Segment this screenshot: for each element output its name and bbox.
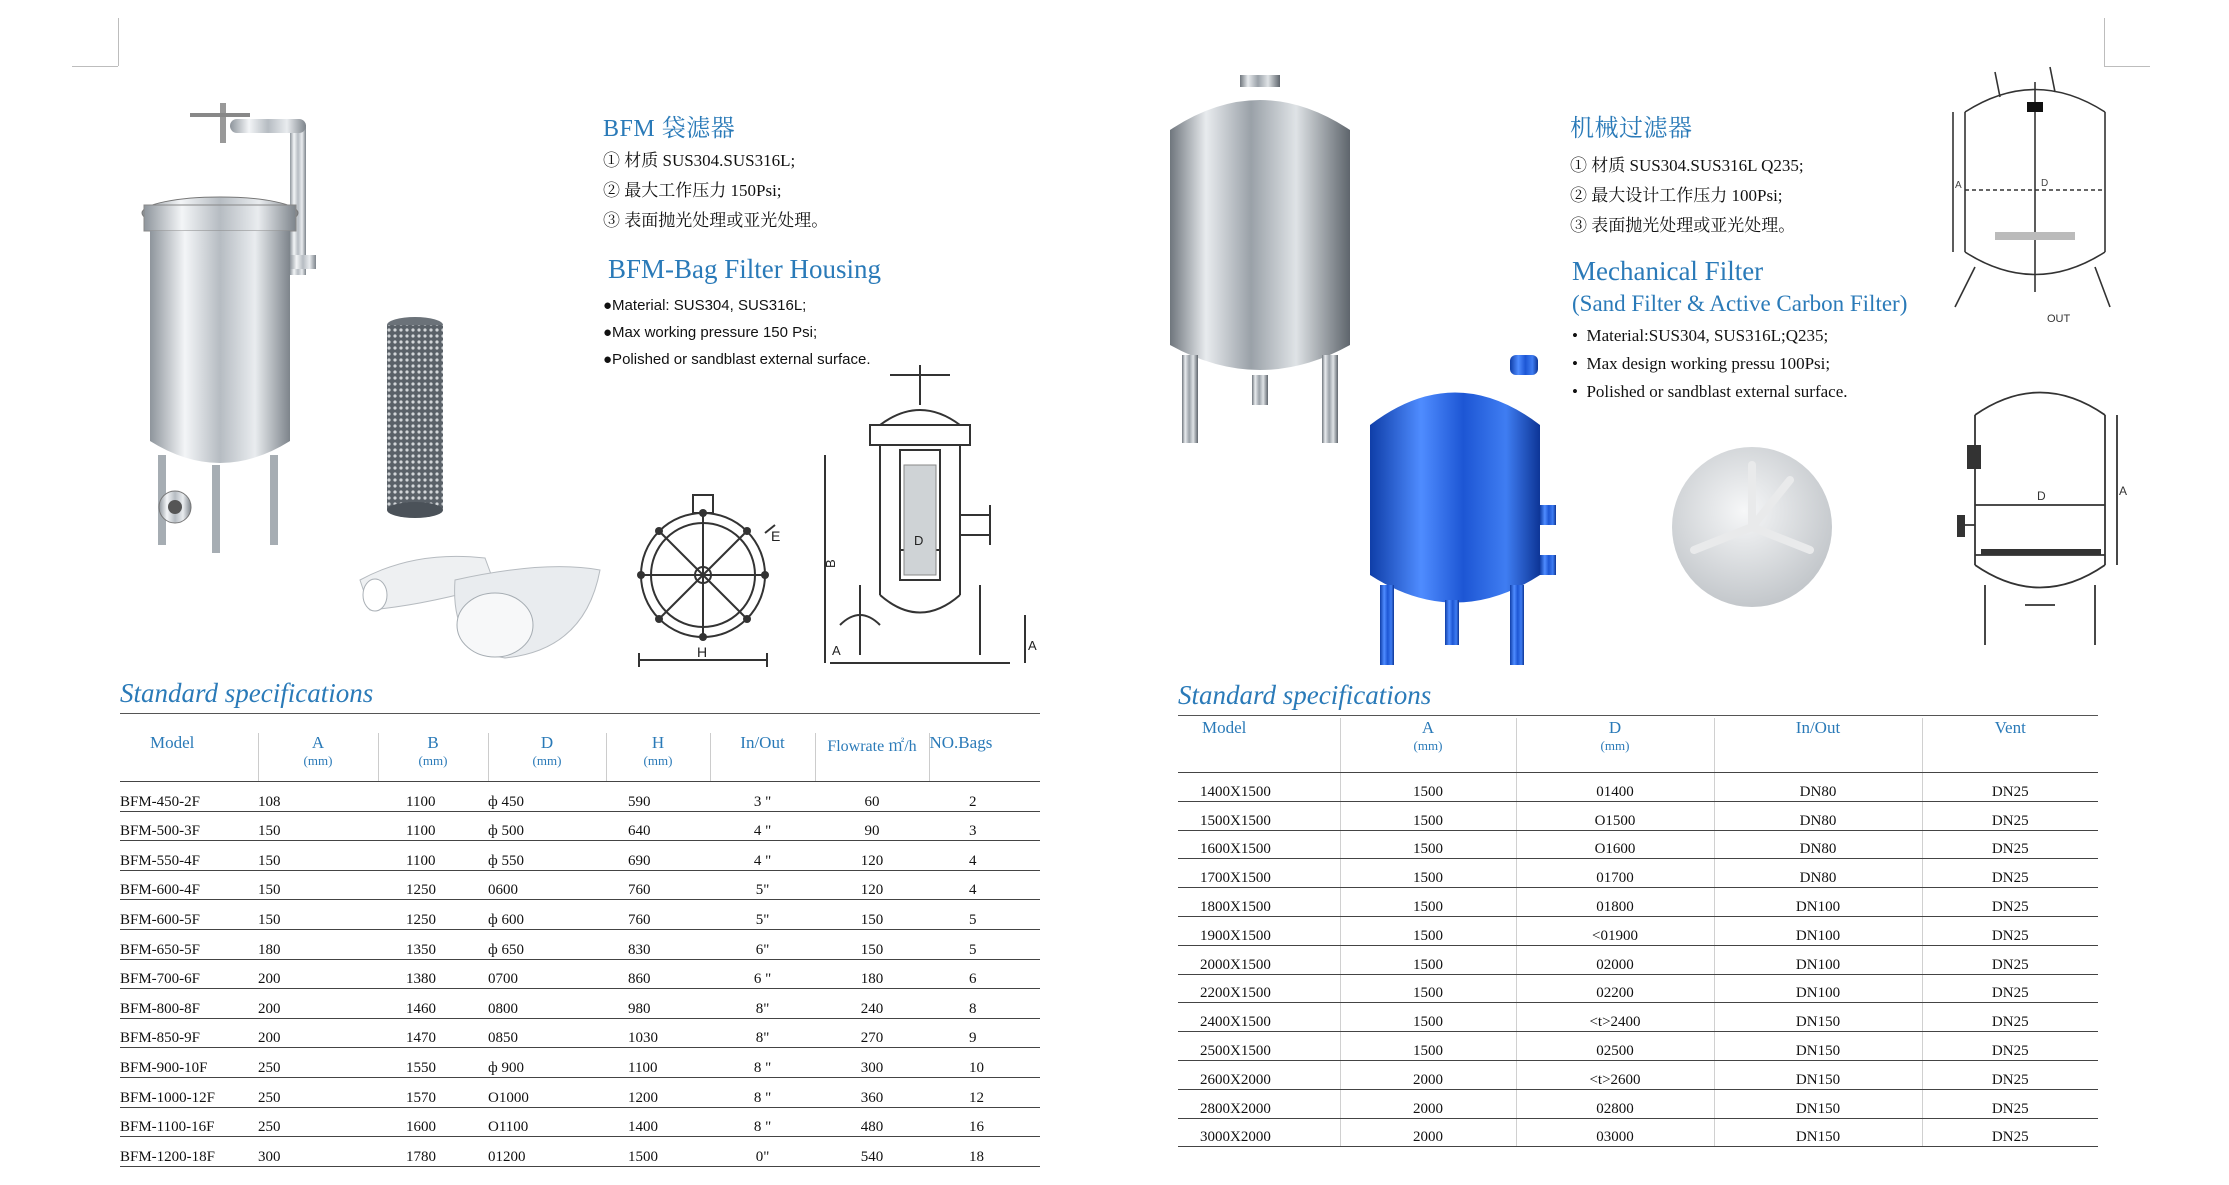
table-cell: O1600: [1516, 830, 1714, 859]
table-cell: 480: [815, 1107, 929, 1137]
table-cell: 8": [710, 1018, 815, 1048]
table-cell: ф 450: [488, 782, 606, 812]
table-cell: 01400: [1516, 773, 1714, 802]
table-cell: 2000: [1340, 1060, 1516, 1089]
table-cell: DN25: [1922, 974, 2098, 1003]
table-cell: ф 550: [488, 841, 606, 871]
table-cell: DN150: [1714, 1118, 1922, 1147]
table-cell: DN100: [1714, 888, 1922, 917]
table-cell: 1550: [378, 1048, 488, 1078]
table-cell: BFM-700-6F: [120, 959, 258, 989]
bag-filter-en-item: ●Material: SUS304, SUS316L;: [603, 297, 807, 314]
table-cell: 250: [258, 1048, 378, 1078]
mech-filter-cn-title: 机械过滤器: [1570, 116, 1693, 142]
table-cell: 01700: [1516, 859, 1714, 888]
table-cell: 1500X1500: [1178, 801, 1340, 830]
mech-filter-cn-item: ② 最大设计工作压力 100Psi;: [1570, 186, 1783, 205]
table-cell: DN100: [1714, 916, 1922, 945]
table-cell: DN25: [1922, 1003, 2098, 1032]
table-cell: 1500: [606, 1137, 710, 1167]
table-cell: 3000X2000: [1178, 1118, 1340, 1147]
table-cell: 8 ": [710, 1077, 815, 1107]
table-cell: DN25: [1922, 1089, 2098, 1118]
side-view-diagram: [820, 355, 1045, 675]
table-cell: 03000: [1516, 1118, 1714, 1147]
table-cell: BFM-1000-12F: [120, 1077, 258, 1107]
table-cell: 1500: [1340, 773, 1516, 802]
table-cell: <t>2600: [1516, 1060, 1714, 1089]
table-cell: DN80: [1714, 859, 1922, 888]
crop-mark-top-left-v: [118, 18, 119, 66]
bag-filter-spec-table: [120, 733, 1040, 1167]
table-cell: 150: [815, 900, 929, 930]
table-cell: 250: [258, 1077, 378, 1107]
table-cell: BFM-800-8F: [120, 989, 258, 1019]
table-cell: 02000: [1516, 945, 1714, 974]
table-cell: 270: [815, 1018, 929, 1048]
diagram-label-a1: A: [832, 643, 841, 658]
table-cell: DN100: [1714, 974, 1922, 1003]
table-cell: 8: [929, 989, 1040, 1019]
table-cell: 3: [929, 811, 1040, 841]
table-cell: 1800X1500: [1178, 888, 1340, 917]
table-cell: 200: [258, 989, 378, 1019]
table-cell: 1500: [1340, 916, 1516, 945]
table-row: [120, 782, 1040, 812]
table-cell: DN150: [1714, 1032, 1922, 1061]
bag-filter-cn-title: BFM 袋滤器: [603, 116, 736, 142]
table-cell: 120: [815, 870, 929, 900]
table-cell: 200: [258, 1018, 378, 1048]
diagram-label-e: E: [771, 528, 781, 544]
table-cell: 1500: [1340, 888, 1516, 917]
table-row: [1178, 888, 2098, 917]
table-cell: 4 ": [710, 841, 815, 871]
table-row: [1178, 859, 2098, 888]
table-cell: 540: [815, 1137, 929, 1167]
mechanical-filter-bottom-drawing: [1945, 355, 2130, 655]
table-cell: 980: [606, 989, 710, 1019]
table-cell: BFM-1200-18F: [120, 1137, 258, 1167]
col-header-a: A (mm): [258, 733, 378, 782]
table-row: [1178, 1118, 2098, 1147]
bag-filter-en-item: ●Max working pressure 150 Psi;: [603, 324, 818, 341]
table-cell: 0": [710, 1137, 815, 1167]
mech-filter-en-item: • Polished or sandblast external surface.: [1572, 382, 1848, 401]
table-cell: 590: [606, 782, 710, 812]
table-cell: DN80: [1714, 801, 1922, 830]
table-row: [120, 811, 1040, 841]
col-header-flowrate: Flowrate ㎡/h: [815, 733, 929, 782]
table-cell: 1460: [378, 989, 488, 1019]
table-cell: 1100: [606, 1048, 710, 1078]
table-cell: 1780: [378, 1137, 488, 1167]
table-cell: 02500: [1516, 1032, 1714, 1061]
table-cell: 1500: [1340, 801, 1516, 830]
filter-basket-image: [380, 315, 450, 525]
table-row: [120, 841, 1040, 871]
mech-filter-en-item: • Max design working pressu 100Psi;: [1572, 354, 1831, 373]
table-cell: BFM-500-3F: [120, 811, 258, 841]
table-cell: 1500: [1340, 945, 1516, 974]
table-cell: 1100: [378, 782, 488, 812]
table-row: [1178, 1032, 2098, 1061]
bag-filter-spec-title: Standard specifications: [120, 678, 374, 708]
table-cell: 1030: [606, 1018, 710, 1048]
bag-filter-cn-item: ① 材质 SUS304.SUS316L;: [603, 151, 796, 170]
table-cell: 690: [606, 841, 710, 871]
table-cell: 180: [815, 959, 929, 989]
mech-filter-en-subtitle: (Sand Filter & Active Carbon Filter): [1572, 291, 1908, 316]
col-header-model: Model: [1178, 718, 1340, 773]
col-header-d: D (mm): [488, 733, 606, 782]
col-header-b: B (mm): [378, 733, 488, 782]
bag-filter-spec-rule: [120, 713, 1040, 714]
table-cell: 60: [815, 782, 929, 812]
table-cell: 300: [258, 1137, 378, 1167]
table-cell: 2: [929, 782, 1040, 812]
table-cell: 10: [929, 1048, 1040, 1078]
table-cell: 120: [815, 841, 929, 871]
table-cell: 8 ": [710, 1107, 815, 1137]
table-cell: 2400X1500: [1178, 1003, 1340, 1032]
diagram-label-a2: A: [1028, 638, 1037, 653]
table-cell: 1380: [378, 959, 488, 989]
table-cell: DN100: [1714, 945, 1922, 974]
table-cell: BFM-450-2F: [120, 782, 258, 812]
table-cell: 01200: [488, 1137, 606, 1167]
table-cell: 108: [258, 782, 378, 812]
table-cell: 16: [929, 1107, 1040, 1137]
mech-filter-spec-rule: [1178, 715, 2098, 716]
table-cell: 1350: [378, 929, 488, 959]
table-row: [120, 870, 1040, 900]
table-cell: 0850: [488, 1018, 606, 1048]
table-cell: 2500X1500: [1178, 1032, 1340, 1061]
bag-filter-cn-item: ② 最大工作压力 150Psi;: [603, 181, 782, 200]
bag-filter-en-title: BFM-Bag Filter Housing: [608, 254, 882, 284]
blue-tank-image: [1360, 355, 1560, 670]
table-cell: 1500: [1340, 1032, 1516, 1061]
top-drawing-label-out: OUT: [2047, 313, 2071, 325]
table-cell: 1600: [378, 1107, 488, 1137]
table-row: [120, 929, 1040, 959]
bottom-drawing-label-d: D: [2037, 489, 2046, 503]
table-cell: 1500: [1340, 974, 1516, 1003]
table-cell: 5": [710, 900, 815, 930]
crop-mark-top-left-h: [72, 66, 118, 67]
table-cell: 180: [258, 929, 378, 959]
table-cell: 0800: [488, 989, 606, 1019]
table-cell: 0700: [488, 959, 606, 989]
table-cell: 2200X1500: [1178, 974, 1340, 1003]
table-cell: 6": [710, 929, 815, 959]
top-drawing-label-a: A: [1955, 180, 1962, 191]
bag-filter-housing-image: [120, 95, 340, 565]
table-cell: O1000: [488, 1077, 606, 1107]
bag-filter-en-list: [603, 292, 871, 373]
table-cell: 1500: [1340, 830, 1516, 859]
table-cell: 5": [710, 870, 815, 900]
bag-filter-cn-item: ③ 表面抛光处理或亚光处理。: [603, 211, 829, 230]
table-cell: DN80: [1714, 773, 1922, 802]
table-cell: 01800: [1516, 888, 1714, 917]
table-cell: 1250: [378, 900, 488, 930]
table-cell: 12: [929, 1077, 1040, 1107]
table-cell: 1100: [378, 841, 488, 871]
table-cell: 0600: [488, 870, 606, 900]
table-cell: DN25: [1922, 773, 2098, 802]
table-cell: 9: [929, 1018, 1040, 1048]
table-cell: <01900: [1516, 916, 1714, 945]
top-view-diagram: [625, 485, 790, 675]
table-cell: 02800: [1516, 1089, 1714, 1118]
table-row: [120, 989, 1040, 1019]
table-cell: O1100: [488, 1107, 606, 1137]
col-header-model: Model: [120, 733, 258, 782]
table-cell: 2800X2000: [1178, 1089, 1340, 1118]
table-cell: 250: [258, 1107, 378, 1137]
table-cell: 2000: [1340, 1118, 1516, 1147]
table-cell: 760: [606, 900, 710, 930]
table-cell: 760: [606, 870, 710, 900]
table-cell: 6 ": [710, 959, 815, 989]
table-row: [120, 1018, 1040, 1048]
table-cell: DN150: [1714, 1003, 1922, 1032]
table-cell: DN25: [1922, 916, 2098, 945]
mech-filter-en-list: [1572, 322, 1848, 406]
table-cell: 150: [258, 900, 378, 930]
table-row: [120, 1077, 1040, 1107]
table-cell: DN80: [1714, 830, 1922, 859]
table-cell: 1500: [1340, 1003, 1516, 1032]
table-cell: 18: [929, 1137, 1040, 1167]
table-cell: 02200: [1516, 974, 1714, 1003]
table-cell: DN150: [1714, 1089, 1922, 1118]
table-row: [1178, 1003, 2098, 1032]
table-row: [1178, 801, 2098, 830]
table-cell: 3 ": [710, 782, 815, 812]
table-cell: DN25: [1922, 1060, 2098, 1089]
table-cell: BFM-550-4F: [120, 841, 258, 871]
mechanical-filter-top-drawing: [1945, 62, 2120, 342]
table-cell: DN25: [1922, 859, 2098, 888]
col-header-inout: In/Out: [710, 733, 815, 782]
table-cell: 150: [258, 811, 378, 841]
bottom-drawing-label-a: A: [2119, 484, 2128, 498]
col-header-d: D (mm): [1516, 718, 1714, 773]
mech-filter-cn-item: ③ 表面抛光处理或亚光处理。: [1570, 216, 1796, 235]
diagram-label-d: D: [914, 533, 924, 548]
filter-bags-image: [355, 540, 610, 665]
table-row: [120, 959, 1040, 989]
col-header-vent: Vent: [1922, 718, 2098, 773]
table-cell: 1400X1500: [1178, 773, 1340, 802]
table-cell: DN25: [1922, 888, 2098, 917]
table-cell: ф 900: [488, 1048, 606, 1078]
table-cell: 150: [258, 870, 378, 900]
mech-filter-cn-item: ① 材质 SUS304.SUS316L Q235;: [1570, 156, 1804, 175]
table-cell: <t>2400: [1516, 1003, 1714, 1032]
table-cell: 4: [929, 841, 1040, 871]
table-cell: 5: [929, 929, 1040, 959]
table-cell: O1500: [1516, 801, 1714, 830]
diagram-label-h: H: [697, 644, 708, 660]
table-cell: 1900X1500: [1178, 916, 1340, 945]
table-cell: ф 600: [488, 900, 606, 930]
diagram-label-b: B: [823, 559, 838, 568]
dome-strainer-image: [1670, 440, 1835, 615]
table-cell: 240: [815, 989, 929, 1019]
table-cell: 1200: [606, 1077, 710, 1107]
table-cell: 150: [815, 929, 929, 959]
col-header-inout: In/Out: [1714, 718, 1922, 773]
mech-filter-spec-table: [1178, 718, 2098, 1147]
table-cell: 90: [815, 811, 929, 841]
col-header-a: A (mm): [1340, 718, 1516, 773]
crop-mark-top-right-v: [2104, 18, 2105, 66]
table-cell: BFM-650-5F: [120, 929, 258, 959]
table-cell: BFM-600-4F: [120, 870, 258, 900]
mech-filter-en-item: • Material:SUS304, SUS316L;Q235;: [1572, 326, 1829, 345]
table-cell: 1250: [378, 870, 488, 900]
table-row: [1178, 1060, 2098, 1089]
table-cell: 8 ": [710, 1048, 815, 1078]
table-cell: DN150: [1714, 1060, 1922, 1089]
table-cell: DN25: [1922, 1118, 2098, 1147]
table-cell: 1700X1500: [1178, 859, 1340, 888]
table-cell: DN25: [1922, 801, 2098, 830]
table-cell: BFM-900-10F: [120, 1048, 258, 1078]
table-cell: BFM-600-5F: [120, 900, 258, 930]
table-cell: 1600X1500: [1178, 830, 1340, 859]
table-cell: BFM-850-9F: [120, 1018, 258, 1048]
table-cell: 8": [710, 989, 815, 1019]
table-row: [120, 1048, 1040, 1078]
table-row: [1178, 916, 2098, 945]
stainless-tank-image: [1160, 75, 1360, 445]
table-cell: 1570: [378, 1077, 488, 1107]
table-cell: 150: [258, 841, 378, 871]
col-header-nobags: NO.Bags: [929, 733, 1040, 782]
table-cell: 200: [258, 959, 378, 989]
top-drawing-label-d: D: [2041, 178, 2049, 189]
mech-filter-en-title: Mechanical Filter: [1572, 256, 1764, 286]
bag-filter-en-item: ●Polished or sandblast external surface.: [603, 351, 871, 368]
table-cell: 4: [929, 870, 1040, 900]
col-header-h: H (mm): [606, 733, 710, 782]
table-cell: 1400: [606, 1107, 710, 1137]
table-cell: 360: [815, 1077, 929, 1107]
table-cell: DN25: [1922, 830, 2098, 859]
table-cell: ф 500: [488, 811, 606, 841]
table-row: [1178, 1089, 2098, 1118]
table-row: [1178, 974, 2098, 1003]
table-row: [120, 1107, 1040, 1137]
table-cell: BFM-1100-16F: [120, 1107, 258, 1137]
bag-filter-cn-list: [603, 146, 828, 236]
table-cell: 4 ": [710, 811, 815, 841]
table-row: [1178, 945, 2098, 974]
table-cell: DN25: [1922, 1032, 2098, 1061]
table-cell: 1500: [1340, 859, 1516, 888]
table-cell: 1100: [378, 811, 488, 841]
table-cell: 830: [606, 929, 710, 959]
table-cell: 5: [929, 900, 1040, 930]
table-cell: 2000: [1340, 1089, 1516, 1118]
table-cell: 2600X2000: [1178, 1060, 1340, 1089]
table-cell: 2000X1500: [1178, 945, 1340, 974]
table-cell: DN25: [1922, 945, 2098, 974]
table-cell: ф 650: [488, 929, 606, 959]
mech-filter-spec-title: Standard specifications: [1178, 680, 1432, 710]
table-row: [1178, 830, 2098, 859]
table-cell: 300: [815, 1048, 929, 1078]
table-cell: 640: [606, 811, 710, 841]
table-row: [120, 900, 1040, 930]
table-cell: 1470: [378, 1018, 488, 1048]
table-cell: 6: [929, 959, 1040, 989]
table-row: [1178, 773, 2098, 802]
table-cell: 860: [606, 959, 710, 989]
mech-filter-cn-list: [1570, 151, 1804, 241]
table-row: [120, 1137, 1040, 1167]
